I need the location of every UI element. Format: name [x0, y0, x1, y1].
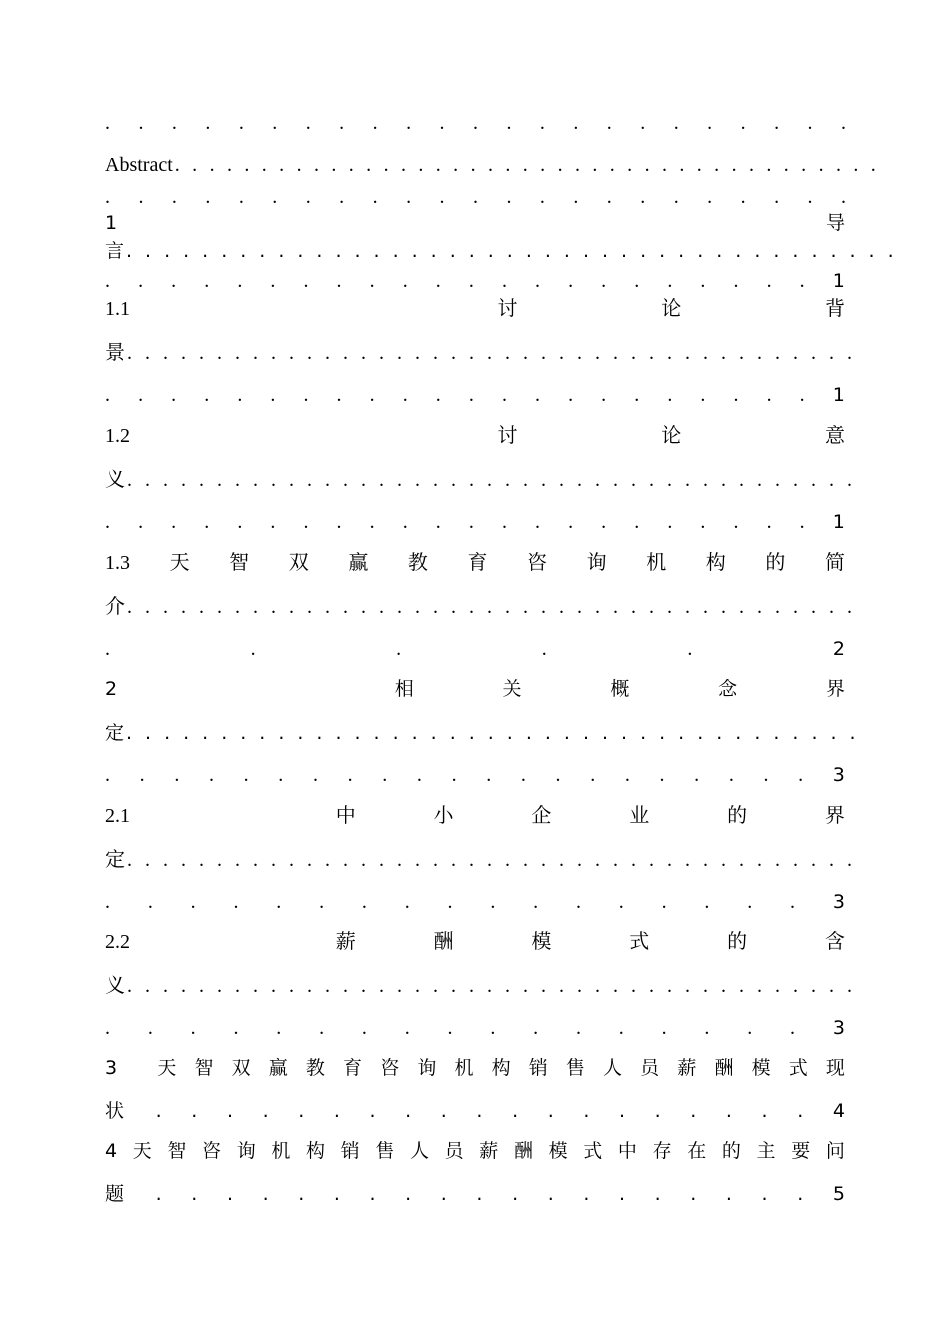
toc-entry-title-char: 员	[444, 1140, 464, 1162]
toc-entry-1-3-cont: 介 .........................................	[105, 592, 845, 622]
toc-entry-title-char: 中	[335, 805, 356, 827]
toc-entry-2[interactable]	[105, 674, 845, 704]
toc-entry-2-page-line: . . . . . . . . . . . . . . . . . . . . . 3	[105, 760, 845, 790]
toc-entry-number: 2.2	[105, 931, 130, 953]
toc-entry-title-char: 构	[705, 552, 726, 574]
toc-entry-2-1-cont: 定 .........................................	[105, 845, 845, 875]
toc-entry-4[interactable]	[105, 1136, 845, 1166]
toc-entry-title-char: 销	[340, 1140, 360, 1162]
toc-entry-title-char: 智	[194, 1057, 214, 1079]
toc-entry-1-cont: 言 .........................................	[105, 236, 845, 266]
toc-entry-title-char: 要	[791, 1140, 811, 1162]
toc-entry-title-char: 模	[548, 1140, 568, 1162]
toc-entry-1-3[interactable]	[105, 548, 845, 578]
toc-entry-1-1-page-line: . . . . . . . . . . . . . . . . . . . . . . 1	[105, 380, 845, 410]
toc-entry-1-2-cont: 义 .........................................	[105, 465, 845, 495]
toc-entry-title-char: 育	[343, 1057, 363, 1079]
toc-entry-title-char: 售	[565, 1057, 585, 1079]
toc-page-number: 5	[832, 1183, 845, 1205]
toc-entry-title-char: 天	[132, 1140, 152, 1162]
toc-leader-line: . . . . . . . . . . . . . . . . . . . . . . .	[105, 112, 846, 134]
toc-entry-2-2-page-line: . . . . . . . . . . . . . . . . . 3	[105, 1013, 845, 1043]
toc-leader-line: . . . . . . . . . . . . . . . . . . . . . . .	[105, 186, 846, 208]
toc-entry-title-char: 现	[825, 1057, 845, 1079]
toc-entry-title-char: 意	[825, 425, 845, 447]
toc-entry-title-char: 界	[824, 805, 845, 827]
toc-entry-title-char: 询	[586, 552, 607, 574]
toc-entry-1-page-line: . . . . . . . . . . . . . . . . . . . . . . 1	[105, 266, 845, 296]
toc-entry-title-char: 销	[528, 1057, 548, 1079]
toc-page-number: 4	[832, 1100, 845, 1122]
toc-entry-title-char: 论	[661, 298, 682, 320]
toc-entry-1-3-page-line: . . . . . 2	[105, 634, 845, 664]
toc-entry-title-char: 状	[105, 1100, 125, 1122]
toc-entry-title-char: 背	[825, 298, 845, 320]
toc-entry-title-char: 模	[531, 931, 552, 953]
toc-entry-title-char: 咨	[380, 1057, 400, 1079]
toc-entry-4-cont: 题 . . . . . . . . . . . . . . . . . . . 5	[105, 1179, 845, 1209]
toc-entry-title-char: 式	[583, 1140, 603, 1162]
toc-entry-title-char: 售	[375, 1140, 395, 1162]
toc-entry-number: 1.2	[105, 425, 130, 447]
toc-entry-title-char: 薪	[479, 1140, 499, 1162]
toc-entry-number: 1	[105, 212, 118, 234]
toc-entry-title-char: 天	[169, 552, 190, 574]
toc-entry-title-char: 相	[394, 678, 414, 700]
toc-entry-title-char: 询	[236, 1140, 256, 1162]
toc-entry-1-2[interactable]	[105, 421, 845, 451]
toc-entry-title-char: 简	[824, 552, 845, 574]
toc-entry-title-char: 中	[617, 1140, 637, 1162]
toc-entry-3[interactable]	[105, 1053, 845, 1083]
toc-entry-2-1-page-line: . . . . . . . . . . . . . . . . . 3	[105, 887, 845, 917]
toc-entry-title-char: 义	[105, 975, 125, 997]
toc-entry-number: 2	[105, 678, 118, 700]
toc-entry-title-char: 育	[467, 552, 488, 574]
toc-entry-title-char: 的	[727, 805, 748, 827]
toc-entry-title-char: 存	[652, 1140, 672, 1162]
toc-entry-title-char: 小	[433, 805, 454, 827]
toc-page-number: 1	[832, 511, 845, 533]
toc-entry-title-char: 机	[271, 1140, 291, 1162]
toc-entry-title-char: 在	[687, 1140, 707, 1162]
toc-page-number: 2	[832, 638, 845, 660]
toc-entry-title-char: 定	[105, 722, 125, 744]
toc-entry-3-cont: 状 . . . . . . . . . . . . . . . . . . . 4	[105, 1096, 845, 1126]
toc-entry-title-char: 业	[629, 805, 650, 827]
toc-entry-title-char: 的	[765, 552, 786, 574]
toc-entry-title-char: 的	[727, 931, 748, 953]
toc-entry-title-char: 酬	[714, 1057, 734, 1079]
toc-entry-1-1-cont: 景 .........................................	[105, 338, 845, 368]
toc-entry-title-char: 含	[824, 931, 845, 953]
toc-entry-title-char: 薪	[677, 1057, 697, 1079]
toc-page-number: 3	[832, 764, 845, 786]
toc-entry-title-char: 天	[157, 1057, 177, 1079]
toc-entry-1-2-page-line: . . . . . . . . . . . . . . . . . . . . . . 1	[105, 507, 845, 537]
toc-entry-title-char: 赢	[268, 1057, 288, 1079]
toc-entry-title-char: 教	[407, 552, 428, 574]
toc-entry-title-char: 询	[417, 1057, 437, 1079]
toc-entry-title-char: 关	[502, 678, 522, 700]
toc-entry-title-char: 人	[603, 1057, 623, 1079]
toc-entry-title-char: 企	[531, 805, 552, 827]
toc-entry-title-char: 教	[305, 1057, 325, 1079]
toc-entry-2-2-cont: 义 .........................................	[105, 971, 845, 1001]
toc-entry-number: 1.3	[105, 552, 130, 574]
toc-page-number: 3	[832, 891, 845, 913]
toc-entry-title-char: 咨	[527, 552, 548, 574]
toc-entry-title-char: 题	[105, 1183, 125, 1205]
toc-entry-1[interactable]	[105, 208, 845, 238]
toc-entry-title-char: 主	[756, 1140, 776, 1162]
toc-entry-title-char: 界	[825, 678, 845, 700]
toc-entry-number: 4	[105, 1140, 118, 1162]
toc-entry-title-char: 导	[825, 212, 845, 234]
toc-entry-number: 3	[105, 1057, 118, 1079]
toc-entry-title-char: 员	[640, 1057, 660, 1079]
toc-entry-title-char: 酬	[433, 931, 454, 953]
toc-entry-title-char: 薪	[335, 931, 356, 953]
toc-page-number: 1	[832, 270, 845, 292]
toc-entry-title-char: 人	[409, 1140, 429, 1162]
toc-page-number: 3	[832, 1017, 845, 1039]
toc-entry-title-char: 义	[105, 469, 125, 491]
toc-entry-title-char: 构	[491, 1057, 511, 1079]
toc-entry-title-char: 双	[231, 1057, 251, 1079]
toc-entry-title-char: 景	[105, 342, 125, 364]
toc-entry-title-char: 机	[454, 1057, 474, 1079]
toc-entry-title-char: 智	[167, 1140, 187, 1162]
toc-entry-number: 2.1	[105, 805, 130, 827]
toc-entry-title-char: 智	[229, 552, 250, 574]
toc-entry-title-char: 介	[105, 596, 125, 618]
toc-entry-title-char: 赢	[348, 552, 369, 574]
toc-abstract-label: Abstract	[105, 154, 173, 176]
toc-entry-title-char: 模	[751, 1057, 771, 1079]
toc-entry-title-char: 论	[661, 425, 682, 447]
toc-entry-title-char: 问	[825, 1140, 845, 1162]
toc-entry-2-cont: 定 .......................................	[105, 718, 845, 748]
toc-entry-title-char: 双	[288, 552, 309, 574]
toc-entry-title-char: 式	[788, 1057, 808, 1079]
toc-entry-title-char: 念	[718, 678, 738, 700]
toc-entry-title-char: 咨	[202, 1140, 222, 1162]
toc-leader: .........................................	[174, 154, 889, 176]
toc-entry-abstract[interactable]	[105, 150, 889, 180]
toc-entry-2-1[interactable]	[105, 801, 845, 831]
toc-entry-title-char: 定	[105, 849, 125, 871]
toc-page-number: 1	[832, 384, 845, 406]
toc-entry-title-char: 言	[105, 240, 125, 262]
toc-entry-title-char: 讨	[497, 425, 518, 447]
toc-entry-title-char: 式	[629, 931, 650, 953]
toc-entry-2-2[interactable]	[105, 927, 845, 957]
toc-entry-title-char: 概	[610, 678, 630, 700]
toc-entry-title-char: 酬	[513, 1140, 533, 1162]
toc-entry-title-char: 讨	[497, 298, 518, 320]
toc-entry-title-char: 构	[306, 1140, 326, 1162]
toc-entry-1-1[interactable]	[105, 294, 845, 324]
toc-entry-number: 1.1	[105, 298, 130, 320]
toc-entry-title-char: 的	[721, 1140, 741, 1162]
toc-entry-title-char: 机	[646, 552, 667, 574]
